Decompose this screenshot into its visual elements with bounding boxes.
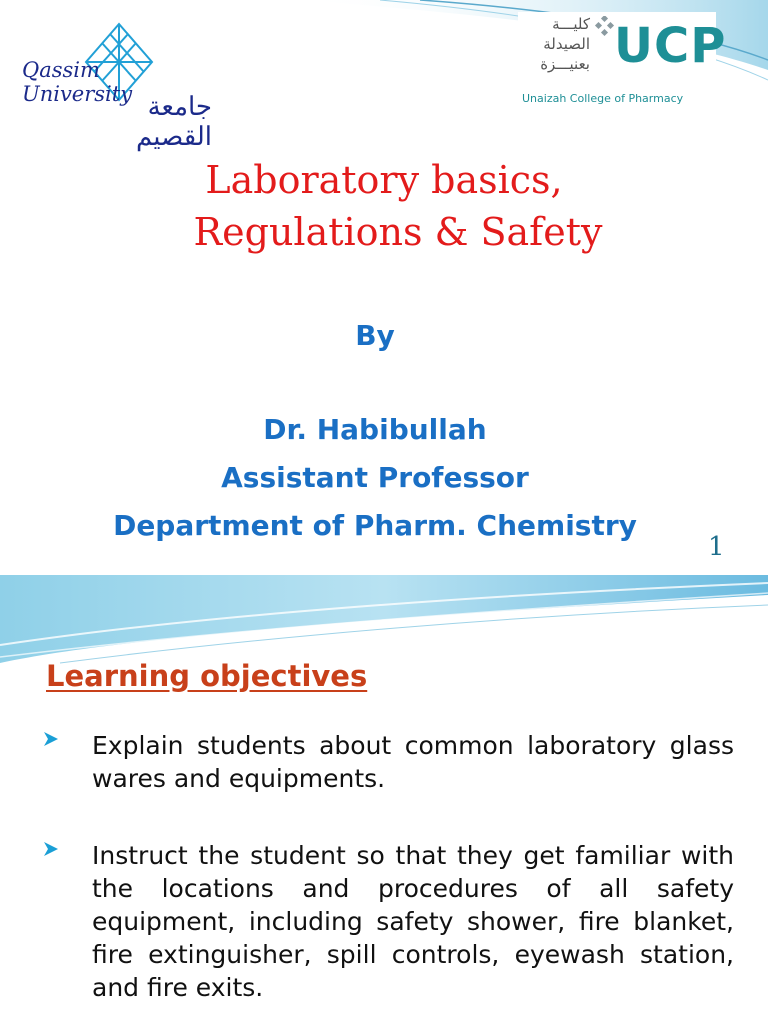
objective-text: Explain students about common laboratory glass wares and equipments.	[92, 731, 734, 793]
ucp-logo	[518, 12, 727, 110]
ucp-emblem-icon	[594, 16, 616, 38]
qassim-university-wordmark: Qassim University	[22, 58, 133, 106]
by-label: By	[355, 319, 395, 352]
ucp-mark: UCP	[614, 18, 727, 74]
wave-header	[0, 575, 768, 665]
learning-objectives-heading: Learning objectives	[46, 659, 368, 693]
qassim-university-logo	[18, 18, 212, 152]
slide-title-line-2: Regulations & Safety	[193, 210, 603, 254]
arrow-bullet-icon	[42, 730, 60, 748]
qassim-arabic-wordmark: جامعة القصيم	[136, 92, 212, 152]
slide-2	[0, 575, 768, 1024]
author-name: Dr. Habibullah	[263, 413, 487, 446]
slide-title-line-1: Laboratory basics,	[205, 158, 563, 202]
ucp-arabic-name: كليـــة الصيدلة بعنيـــزة	[540, 15, 590, 73]
arrow-bullet-icon	[42, 840, 60, 858]
objective-text: Instruct the student so that they get familiar with the locations and procedures of all safety equipment, including safety shower, fire blanket, fire extinguisher, spill controls, eyewash station, and fire exits.	[92, 841, 734, 1002]
ucp-subtitle: Unaizah College of Pharmacy	[522, 92, 684, 105]
author-department: Department of Pharm. Chemistry	[113, 509, 637, 542]
author-role: Assistant Professor	[221, 461, 529, 494]
page-number: 1	[708, 532, 725, 562]
